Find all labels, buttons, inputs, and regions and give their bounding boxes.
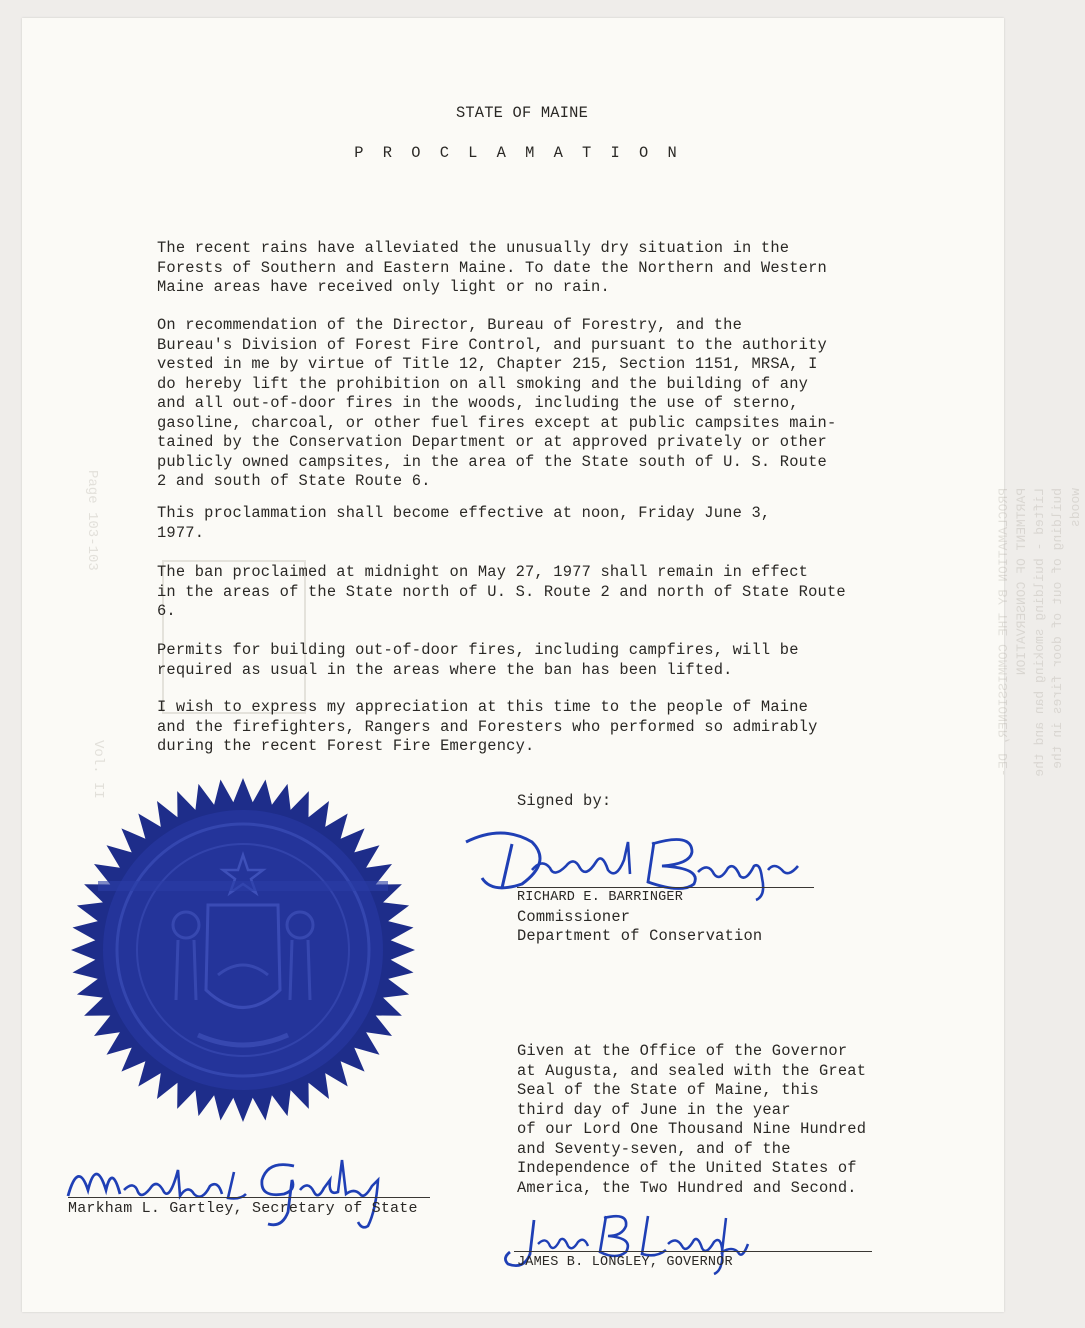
secretary-name-line: Markham L. Gartley, Secretary of State (68, 1200, 418, 1217)
commissioner-title: Commissioner (517, 907, 631, 926)
signed-by-label: Signed by: (517, 792, 612, 810)
bleed-line: woods (1068, 488, 1083, 528)
given-at-statement: Given at the Office of the Governor at Augusta, and sealed with the Great Seal of the State of Maine, this third day of June in the year of our Lord One Thousand Nine Hundred and Seventy-seven, and of the Independence of the United States of America, the Two Hundred and Second. (517, 1042, 867, 1197)
governor-name-line: JAMES B. LONGLEY, GOVERNOR (517, 1255, 733, 1270)
commissioner-department: Department of Conservation (517, 927, 763, 945)
body-paragraph: On recommendation of the Director, Bureau of Forestry, and the Bureau's Division of Forest Fire Control, and pursuant to the authority vested in me by virtue of Title 12, Chapter 215, Section 1151, MRSA, I do hereby lift the prohibition on all smoking and the building of any and all out-of-door fires in the woods, including the use of sterno, gasoline, charcoal, or other fuel fires except at public campsites main- tained by the Conservation Department or at approved privately or other publicly owned campsites, in the area of the State south of U. S. Route 2 and south of State Route 6. (157, 316, 837, 490)
body-paragraph: The recent rains have alleviated the unusually dry situation in the Forests of Southern and Eastern Maine. To date the Northern and Western Maine areas have received only light or no rain. (157, 239, 827, 296)
body-paragraph: Permits for building out-of-door fires, including campfires, will be required as usual in the areas where the ban has been lifted. (157, 641, 799, 679)
body-paragraph: This proclammation shall become effective at noon, Friday June 3, 1977. (157, 504, 771, 542)
margin-page-reference: Page 103-103 (84, 470, 100, 571)
bleed-line: Lifted - building smoking ban and the (1032, 488, 1047, 777)
commissioner-name: RICHARD E. BARRINGER (517, 890, 684, 905)
bleed-through-text (995, 488, 1085, 777)
body-paragraph: I wish to express my appreciation at this time to the people of Maine and the firefighters, Rangers and Foresters who performed so admirably during the recent Forest Fire Emergency. (157, 698, 818, 755)
bleed-line: building of out of door fires in the (1050, 488, 1065, 769)
bleed-line: PROCLAMATION BY THE COMMISSIONER, DE- (996, 488, 1011, 777)
state-heading: STATE OF MAINE (455, 104, 589, 122)
bleed-line: PARTMENT OF CONSERVATION (1014, 488, 1029, 676)
commissioner-block (517, 888, 762, 947)
proclamation-title: P R O C L A M A T I O N (354, 144, 682, 162)
seal-graphic (68, 775, 418, 1125)
body-paragraph: The ban proclaimed at midnight on May 27, 1977 shall remain in effect in the areas of the State north of U. S. Route 2 and north of State Route 6. (157, 563, 846, 620)
great-seal-of-maine (68, 775, 418, 1130)
margin-volume-mark: Vol. II (90, 740, 106, 799)
